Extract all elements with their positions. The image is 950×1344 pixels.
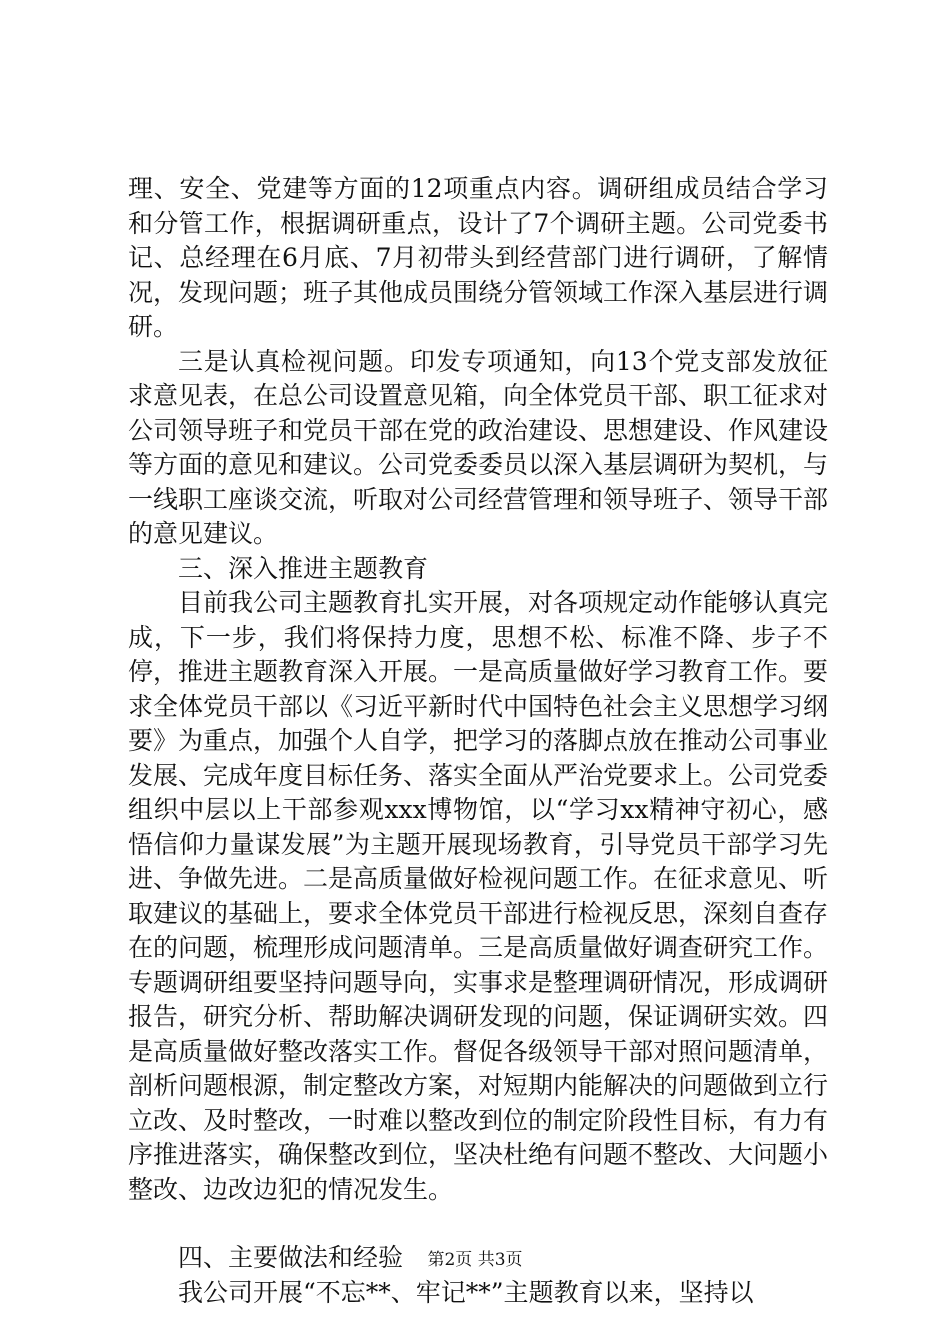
document-body (128, 172, 828, 1310)
section-heading-4: 四、主要做法和经验 (178, 1243, 404, 1272)
paragraph-inspection: 三是认真检视问题。印发专项通知，向13个党支部发放征求意见表，在总公司设置意见箱，向全体党员干部、职工征求对公司领导班子和党员干部在党的政治建设、思想建设、作风建设等方面的意见和建议。公司党委委员以深入基层调研为契机，与一线职工座谈交流，听取对公司经营管理和领导班子、领导干部的意见建议。 (128, 346, 829, 548)
paragraph-advance-education: 目前我公司主题教育扎实开展，对各项规定动作能够认真完成，下一步，我们将保持力度，思想不松、标准不降、步子不停，推进主题教育深入开展。一是高质量做好学习教育工作。要求全体党员干部以《习近平新时代中国特色社会主义思想学习纲要》为重点，加强个人自学，把学习的落脚点放在推动公司事业发展、完成年度目标任务、落实全面从严治党要求上。公司党委组织中层以上干部参观xxx博物馆，以“学习xx精神守初心，感悟信仰力量谋发展”为主题开展现场教育，引导党员干部学习先进、争做先进。二是高质量做好检视问题工作。在征求意见、听取建议的基础上，要求全体党员干部进行检视反思，深刻自查存在的问题，梳理形成问题清单。三是高质量做好调查研究工作。专题调研组要坚持问题导向，实事求是整理调研情况，形成调研报告，研究分析、帮助解决调研发现的问题，保证调研实效。四是高质量做好整改落实工作。督促各级领导干部对照问题清单，剖析问题根源，制定整改方案，对短期内能解决的问题做到立行立改、及时整改，一时难以整改到位的制定阶段性目标，有力有序推进落实，确保整改到位，坚决杜绝有问题不整改、大问题小整改、边改边犯的情况发生。 (128, 588, 829, 1204)
section-heading-3: 三、深入推进主题教育 (178, 553, 429, 583)
paragraph-continuation: 理、安全、党建等方面的12项重点内容。调研组成员结合学习和分管工作，根据调研重点，设计了7个调研主题。公司党委书记、总经理在6月底、7月初带头到经营部门进行调研，了解情况，发现问题；班子其他成员围绕分管领域工作深入基层进行调研。 (128, 174, 829, 341)
page-footer: 第2页 共3页 (427, 1250, 523, 1270)
paragraph-main-practices: 我公司开展“不忘**、牢记**”主题教育以来，坚持以 (178, 1277, 754, 1307)
